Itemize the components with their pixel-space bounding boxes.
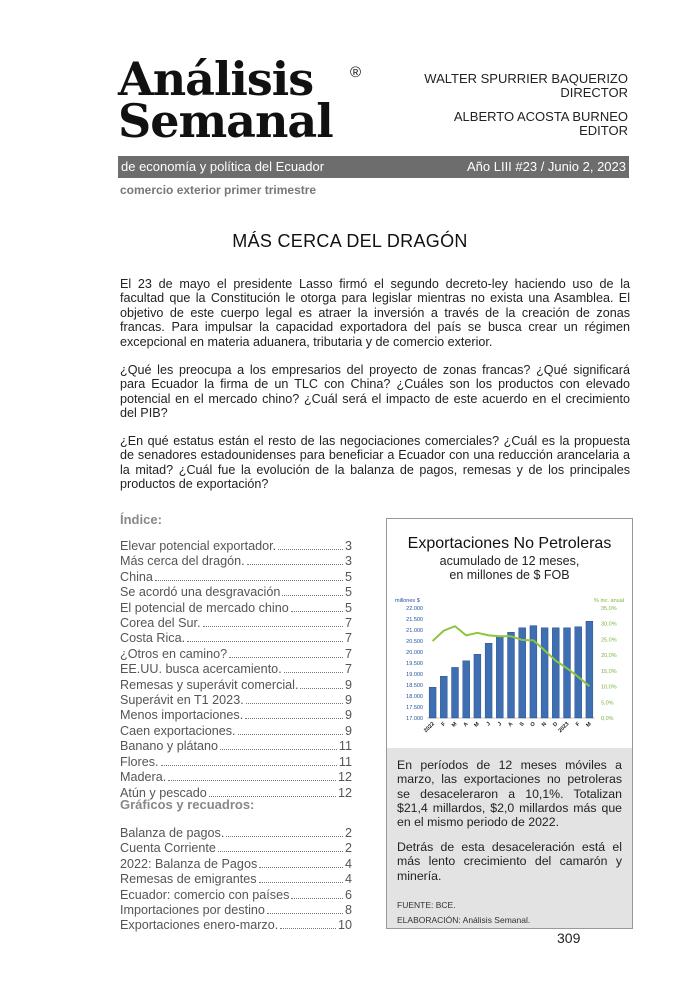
index-entry-label: Remesas y superávit comercial. — [120, 677, 299, 692]
y2-tick-label: 35,0% — [601, 606, 617, 612]
x-tick-label: S — [518, 721, 526, 729]
index-entry-label: EE.UU. busca acercamiento. — [120, 662, 282, 677]
bar — [429, 687, 436, 718]
index-entry-label: Más cerca del dragón. — [120, 554, 245, 569]
chart-subtitle — [387, 554, 632, 582]
index-entry — [120, 647, 352, 662]
index-entry-label: Superávit en T1 2023. — [120, 693, 244, 708]
y2-tick-label: 20,0% — [601, 653, 617, 660]
index-entry — [120, 708, 352, 723]
index-entry — [120, 570, 352, 585]
x-tick-label: D — [552, 721, 560, 729]
caption-paragraph: En períodos de 12 meses móviles a marzo, las exportaciones no petroleras se desaceleraron a 10,1%. Totalizan $21,4 millardos, $2,0 millardos más que en el mismo periodo de 2022. — [397, 758, 622, 830]
y2-tick-label: 30,0% — [601, 621, 617, 628]
y-tick-label: 21.500 — [406, 617, 423, 623]
index-entry-label: Corea del Sur. — [120, 616, 201, 631]
index-entry-page: 8 — [344, 903, 352, 918]
y-tick-label: 17.500 — [406, 705, 423, 711]
index-entry-label: Menos importaciones. — [120, 708, 244, 723]
article-title: MÁS CERCA DEL DRAGÓN — [232, 231, 468, 251]
y-tick-label: 20.000 — [406, 650, 423, 656]
index-entry — [120, 662, 352, 677]
index-leader-dots — [187, 641, 343, 642]
graphs-list — [120, 826, 352, 934]
bar — [440, 676, 447, 718]
chart-caption-panel — [387, 748, 632, 928]
x-tick-label: J — [485, 721, 493, 728]
y-tick-label: 18.000 — [406, 694, 423, 700]
x-tick-label: O — [529, 721, 537, 729]
index-leader-dots — [259, 882, 343, 883]
index-leader-dots — [246, 703, 343, 704]
masthead-band — [118, 156, 629, 178]
y-tick-label: 19.500 — [406, 661, 423, 667]
index-entry-page: 9 — [344, 677, 352, 692]
x-tick-label: F — [440, 721, 448, 728]
index-leader-dots — [238, 734, 343, 735]
bar — [485, 643, 492, 718]
index-entry-label: Flores. — [120, 754, 159, 769]
x-tick-label: M — [473, 721, 481, 729]
x-tick-label: A — [507, 721, 515, 729]
editor-role: EDITOR — [579, 123, 628, 138]
y2-tick-label: 25,0% — [601, 637, 617, 644]
index-entry-label: Cuenta Corriente — [120, 841, 216, 856]
index-leader-dots — [282, 595, 343, 596]
index-entry — [120, 616, 352, 631]
x-tick-label: F — [574, 721, 582, 728]
page-number: 309 — [557, 930, 581, 946]
index-entry — [120, 585, 352, 600]
bar — [541, 628, 548, 718]
index-entry — [120, 601, 352, 616]
index-leader-dots — [203, 626, 343, 627]
x-tick-label: M — [450, 721, 459, 729]
x-tick-label: M — [585, 721, 593, 729]
index-heading: Índice: — [120, 512, 162, 527]
section-label: comercio exterior primer trimestre — [120, 183, 317, 197]
index-entry-page: 10 — [337, 918, 352, 933]
index-entry — [120, 755, 352, 770]
y-tick-label: 20.500 — [406, 639, 423, 645]
index-entry-page: 11 — [338, 754, 352, 769]
y-tick-label: 19.000 — [406, 672, 423, 678]
director-role: DIRECTOR — [560, 85, 628, 100]
credit-note: ELABORACIÓN: Análisis Semanal. — [397, 915, 531, 925]
article-paragraph: El 23 de mayo el presidente Lasso firmó el segundo decreto-ley haciendo uso de la facultad que la Constitución le otorga para legislar mientras no exista una Asamblea. El objetivo de este cuerpo legal es atraer la inversión a través de la creación de zonas francas. Para impulsar la capacidad exportadora del país se busca crear un régimen excepcional en materia aduanera, tributaria y de comercio exterior. — [120, 277, 630, 349]
bar — [463, 661, 470, 718]
y2-tick-label: 0,0% — [601, 716, 614, 722]
y-tick-label: 18.500 — [406, 683, 423, 689]
y-tick-label: 21.000 — [406, 628, 423, 634]
article-paragraph: ¿En qué estatus están el resto de las negociaciones comerciales? ¿Cuál es la propuesta de senadores estadounidenses para beneficiar a Ecuador con una reducción arancelaria a la mitad? ¿Cuál fue la evolución de la balanza de pagos, remesas y de los principales productos de exportación? — [120, 434, 630, 492]
index-entry-page: 3 — [344, 539, 352, 553]
y2-tick-label: 15,0% — [601, 668, 617, 675]
tagline: de economía y política del Ecuador — [121, 159, 325, 174]
issue-info: Año LIII #23 / Junio 2, 2023 — [466, 159, 626, 174]
bar — [474, 654, 481, 718]
graphs-heading: Gráficos y recuadros: — [120, 797, 255, 812]
x-tick-label: J — [496, 721, 504, 728]
index-entry — [120, 631, 352, 646]
x-tick-label: N — [540, 721, 549, 729]
index-entry — [120, 739, 352, 754]
index-entry-page: 7 — [344, 646, 352, 661]
index-entry-label: Costa Rica. — [120, 631, 186, 646]
exports-chart — [387, 594, 632, 746]
index-entry-page: 12 — [337, 770, 352, 785]
index-entry — [120, 724, 352, 739]
index-leader-dots — [278, 549, 343, 550]
bar — [552, 628, 559, 718]
index-leader-dots — [291, 898, 343, 899]
index-leader-dots — [218, 851, 343, 852]
index-leader-dots — [267, 913, 343, 914]
index-entry-page: 7 — [344, 616, 352, 631]
index-entry-label: Ecuador: comercio con países — [120, 887, 290, 902]
index-leader-dots — [155, 580, 343, 581]
index-entry-page: 5 — [344, 585, 352, 600]
index-entry — [120, 693, 352, 708]
bar — [508, 632, 515, 718]
index-entry — [120, 678, 352, 693]
index-entry — [120, 770, 352, 785]
y-tick-label: 17.000 — [406, 716, 423, 722]
index-entry-page: 5 — [344, 600, 352, 615]
y-axis-label: millones $ — [395, 598, 420, 604]
index-leader-dots — [229, 657, 343, 658]
index-entry-label: Balanza de pagos. — [120, 826, 225, 840]
index-leader-dots — [168, 780, 336, 781]
y-tick-label: 22.000 — [406, 606, 423, 612]
x-tick-label: 2022 — [423, 721, 437, 735]
chart-title: Exportaciones No Petroleras — [407, 535, 612, 552]
index-entry-label: Atún y pescado — [120, 785, 207, 800]
index-entry-label: Elevar potencial exportador. — [120, 539, 277, 553]
index-entry-label: Exportaciones enero-marzo. — [120, 918, 279, 933]
bar — [564, 628, 571, 718]
index-leader-dots — [284, 672, 343, 673]
index-entry-page: 4 — [344, 872, 352, 887]
article-paragraph: ¿Qué les preocupa a los empresarios del proyecto de zonas francas? ¿Qué significará para Ecuador la firma de un TLC con China? ¿Cuáles son los productos con elevado potencial en el mercado chino? ¿Cuál será el impacto de este acuerdo en el crecimiento del PIB? — [120, 363, 630, 421]
registered-mark: ® — [350, 64, 362, 81]
index-leader-dots — [280, 928, 336, 929]
index-entry-page: 9 — [344, 708, 352, 723]
index-entry-label: Banano y plátano — [120, 739, 219, 754]
director-name: WALTER SPURRIER BAQUERIZO — [424, 71, 628, 86]
y2-axis-label: % inc. anual — [594, 598, 624, 604]
bar — [452, 667, 459, 718]
index-entry-page: 9 — [344, 723, 352, 738]
index-leader-dots — [220, 749, 337, 750]
index-entry-label: Madera. — [120, 770, 167, 785]
masthead-logo — [118, 52, 368, 148]
index-leader-dots — [161, 765, 337, 766]
chart-subtitle-line-1: acumulado de 12 meses, — [439, 554, 580, 568]
bar — [586, 621, 593, 718]
index-entry — [120, 888, 352, 903]
index-entry-page: 9 — [344, 693, 352, 708]
index-entry — [120, 841, 352, 856]
x-tick-label: 2023 — [557, 721, 571, 735]
index-entry — [120, 857, 352, 872]
index-entry — [120, 903, 352, 918]
y2-tick-label: 10,0% — [601, 684, 617, 691]
index-entry-page: 7 — [344, 662, 352, 677]
source-note: FUENTE: BCE. — [397, 900, 456, 910]
index-entry-page: 6 — [344, 887, 352, 902]
caption-paragraph: Detrás de esta desaceleración está el más lento crecimiento del camarón y minería. — [397, 840, 622, 883]
index-entry-page: 4 — [344, 856, 352, 871]
chart-box — [386, 518, 633, 929]
index-entry-page: 5 — [344, 569, 352, 584]
y2-tick-label: 5,0% — [601, 700, 614, 707]
index-list — [120, 539, 352, 801]
index-entry-label: Remesas de emigrantes — [120, 872, 257, 887]
index-entry-label: ¿Otros en camino? — [120, 646, 228, 661]
index-leader-dots — [259, 867, 343, 868]
index-entry-label: Caen exportaciones. — [120, 723, 236, 738]
staff-credits — [424, 72, 628, 138]
index-entry-page: 2 — [344, 841, 352, 856]
editor-name: ALBERTO ACOSTA BURNEO — [453, 109, 628, 124]
index-entry — [120, 872, 352, 887]
index-leader-dots — [245, 718, 343, 719]
index-entry — [120, 826, 352, 841]
index-entry-label: El potencial de mercado chino — [120, 600, 289, 615]
index-entry — [120, 918, 352, 933]
index-leader-dots — [300, 688, 343, 689]
bar — [575, 627, 582, 718]
x-tick-label: A — [462, 721, 470, 729]
index-entry-page: 11 — [338, 739, 352, 754]
index-entry-label: 2022: Balanza de Pagos — [120, 856, 258, 871]
index-entry-page: 2 — [344, 826, 352, 840]
index-entry-page: 7 — [344, 631, 352, 646]
index-entry-label: Se acordó una desgravación — [120, 585, 281, 600]
bar — [496, 637, 503, 718]
index-leader-dots — [247, 564, 343, 565]
logo-line-2: Semanal — [118, 94, 333, 148]
bar — [519, 628, 526, 718]
index-entry-label: Importaciones por destino — [120, 903, 265, 918]
index-entry-page: 3 — [344, 554, 352, 569]
index-entry — [120, 539, 352, 554]
index-leader-dots — [226, 836, 343, 837]
index-entry — [120, 554, 352, 569]
index-leader-dots — [291, 611, 343, 612]
logo-line-1: Análisis — [118, 52, 314, 106]
index-entry-page: 12 — [337, 785, 352, 800]
chart-subtitle-line-2: en millones de $ FOB — [449, 568, 570, 582]
index-entry-label: China — [120, 569, 153, 584]
